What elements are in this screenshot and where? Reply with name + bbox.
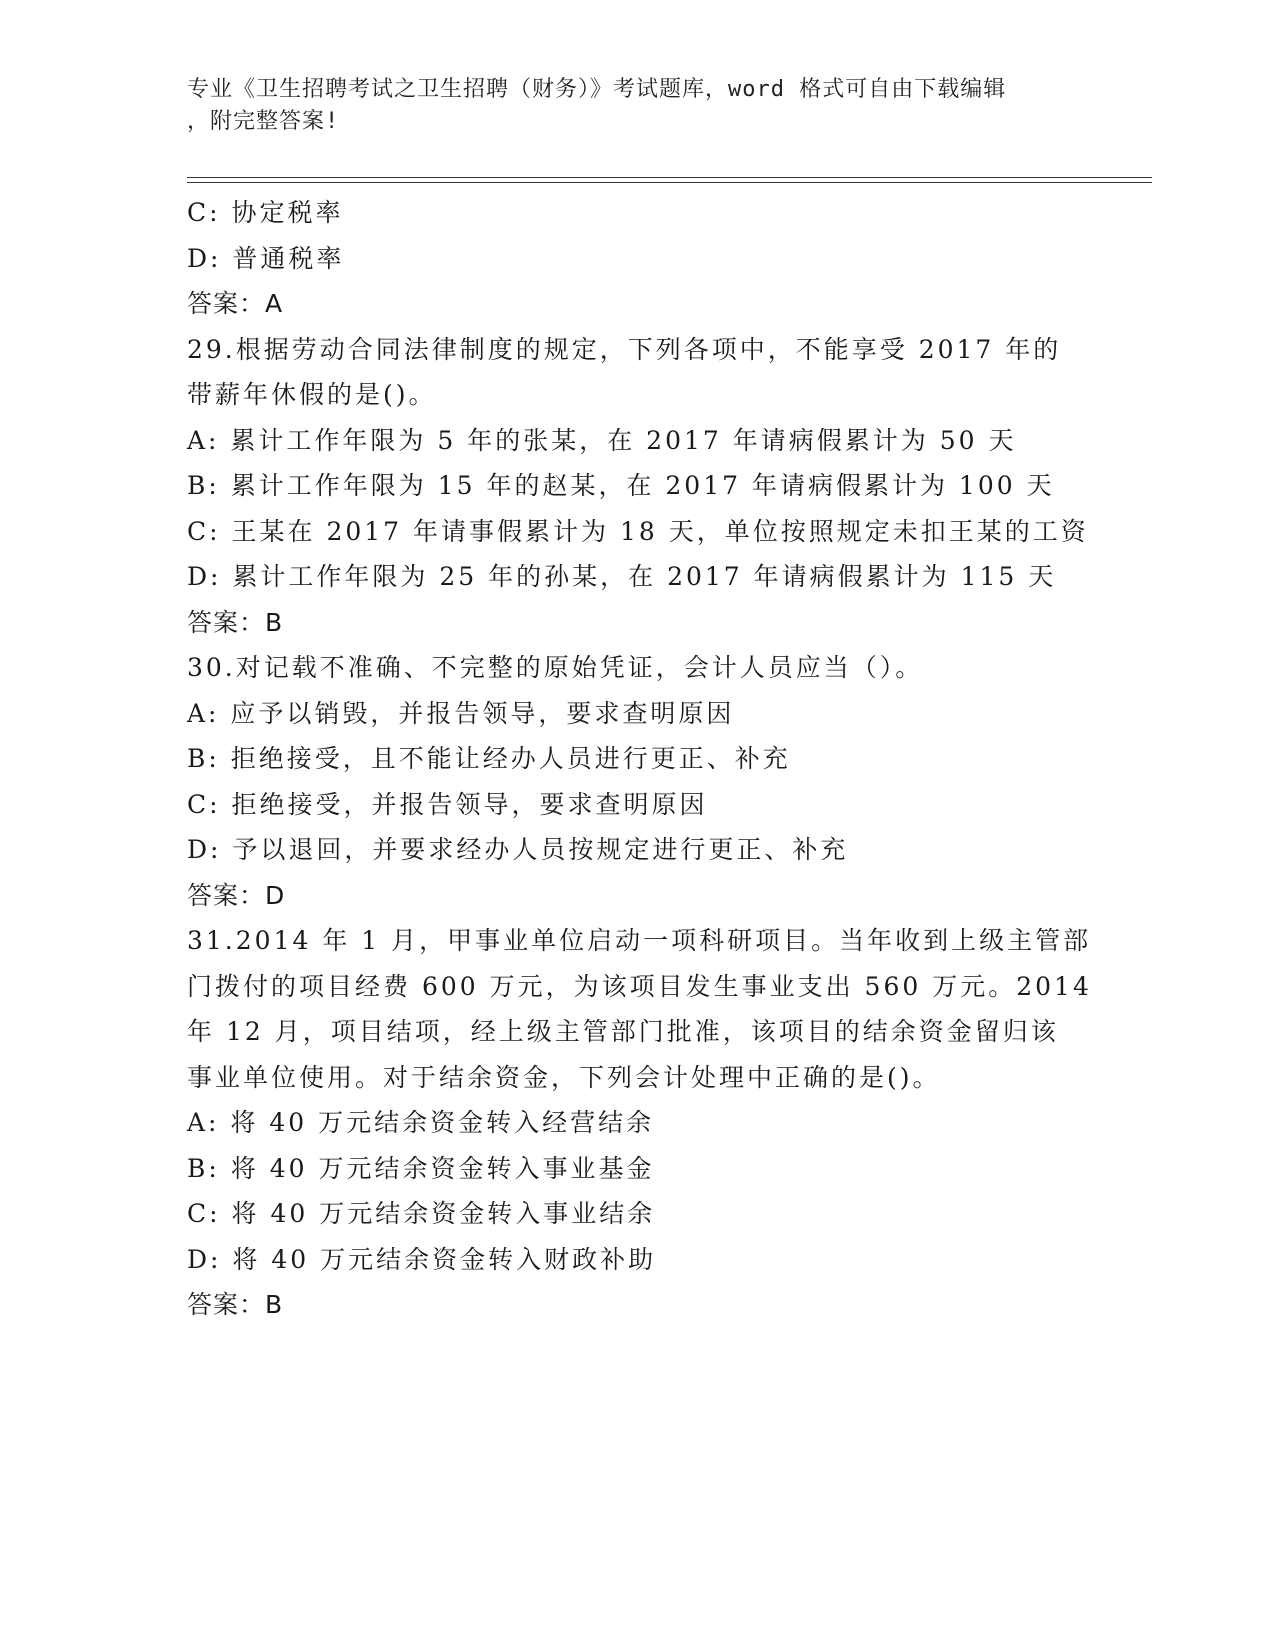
answer-label: 答案：B bbox=[187, 1290, 284, 1319]
document-header bbox=[187, 74, 1067, 138]
option-d: D: 将 40 万元结余资金转入财政补助 bbox=[187, 1244, 657, 1274]
option-d: D: 普通税率 bbox=[187, 243, 345, 273]
header-title-line-2: ，附完整答案! bbox=[187, 109, 340, 134]
option-a: A: 将 40 万元结余资金转入经营结余 bbox=[187, 1108, 655, 1137]
question-text-line: 年 12 月，项目结项，经上级主管部门批准，该项目的结余资金留归该 bbox=[187, 1017, 1059, 1046]
question-text-line: 29.根据劳动合同法律制度的规定，下列各项中，不能享受 2017 年的 bbox=[187, 334, 1062, 364]
question-text-line: 31.2014 年 1 月，甲事业单位启动一项科研项目。当年收到上级主管部 bbox=[187, 926, 1092, 955]
answer-label: 答案：B bbox=[187, 607, 284, 637]
option-b: B: 拒绝接受，且不能让经办人员进行更正、补充 bbox=[187, 744, 791, 773]
question-block bbox=[187, 327, 1087, 646]
option-b: B: 累计工作年限为 15 年的赵某，在 2017 年请病假累计为 100 天 bbox=[187, 471, 1055, 500]
question-text-line: 事业单位使用。对于结余资金，下列会计处理中正确的是()。 bbox=[187, 1062, 941, 1092]
option-c: C: 拒绝接受，并报告领导，要求查明原因 bbox=[187, 789, 708, 819]
question-block bbox=[187, 645, 1087, 918]
answer-label: 答案：A bbox=[187, 289, 284, 318]
option-c: C: 将 40 万元结余资金转入事业结余 bbox=[187, 1199, 656, 1228]
question-text-line: 门拨付的项目经费 600 万元，为该项目发生事业支出 560 万元。2014 bbox=[187, 971, 1092, 1001]
header-title-line-1: 专业《卫生招聘考试之卫生招聘（财务）》考试题库，word 格式可自由下载编辑 bbox=[187, 77, 1007, 102]
question-block bbox=[187, 190, 1087, 327]
question-list bbox=[187, 190, 1092, 1328]
question-text-line: 带薪年休假的是()。 bbox=[187, 380, 437, 409]
header-divider-bottom bbox=[187, 182, 1152, 183]
question-text-line: 30.对记载不准确、不完整的原始凭证，会计人员应当（）。 bbox=[187, 653, 924, 682]
question-block bbox=[187, 918, 1092, 1328]
header-divider-top bbox=[187, 177, 1152, 178]
option-c: C: 王某在 2017 年请事假累计为 18 天，单位按照规定未扣王某的工资 bbox=[187, 516, 1089, 546]
option-a: A: 累计工作年限为 5 年的张某，在 2017 年请病假累计为 50 天 bbox=[187, 425, 1017, 455]
option-d: D: 予以退回，并要求经办人员按规定进行更正、补充 bbox=[187, 835, 849, 864]
option-c: C: 协定税率 bbox=[187, 198, 344, 227]
option-b: B: 将 40 万元结余资金转入事业基金 bbox=[187, 1153, 655, 1183]
answer-label: 答案：D bbox=[187, 880, 286, 910]
option-d: D: 累计工作年限为 25 年的孙某，在 2017 年请病假累计为 115 天 bbox=[187, 562, 1057, 591]
option-a: A: 应予以销毁，并报告领导，要求查明原因 bbox=[187, 698, 735, 728]
